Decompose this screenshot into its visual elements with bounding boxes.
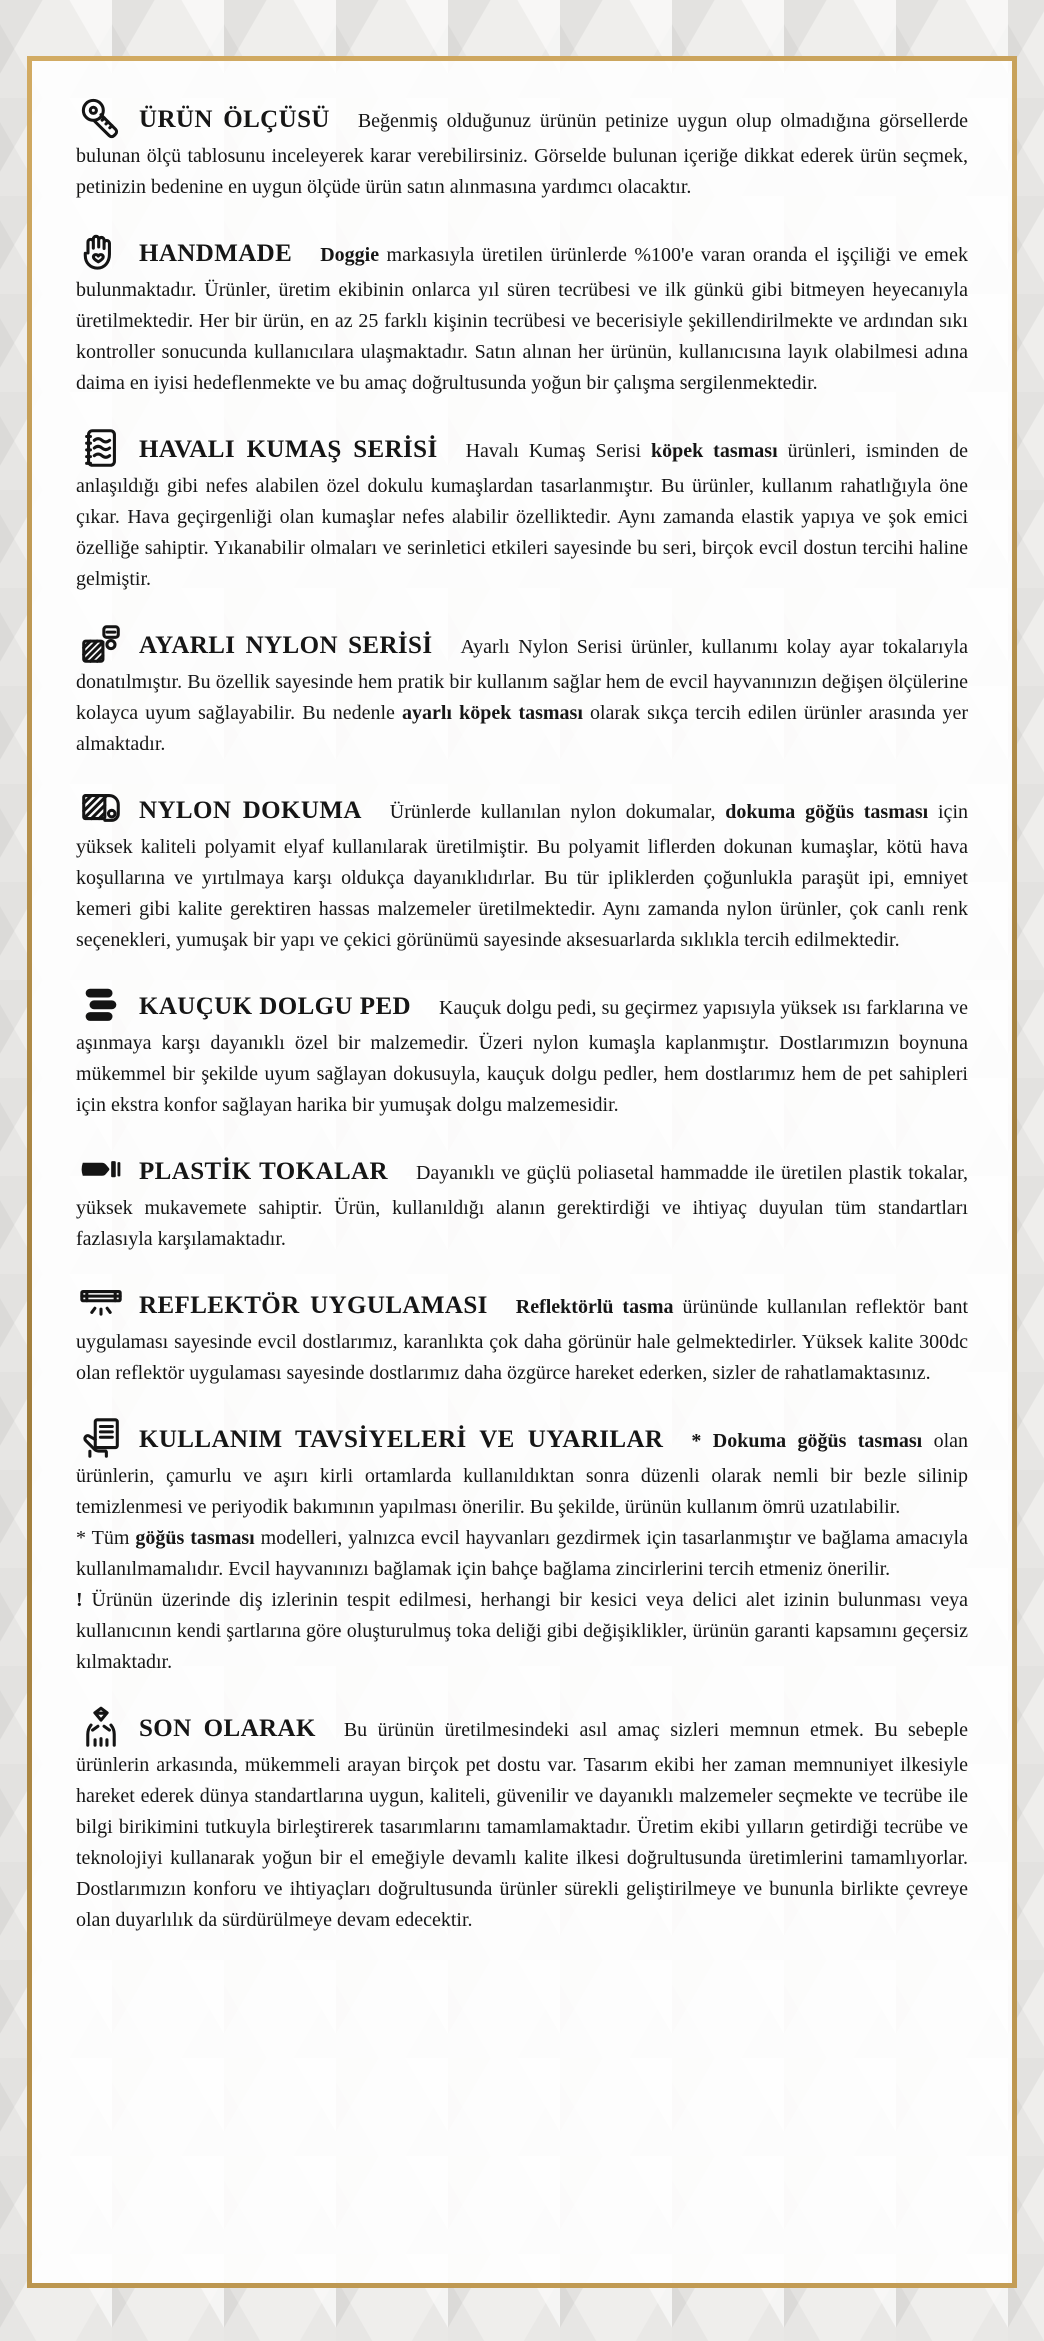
description-section (76, 95, 968, 203)
section-title: NYLON DOKUMA (139, 797, 362, 824)
rubber-pad-layers-icon (76, 982, 126, 1028)
section-title: REFLEKTÖR UYGULAMASI (139, 1292, 488, 1319)
description-section (76, 425, 968, 595)
reflector-band-icon (76, 1281, 126, 1327)
section-title: AYARLI NYLON SERİSİ (139, 632, 433, 659)
description-section (76, 982, 968, 1121)
description-section (76, 786, 968, 956)
content-card (27, 56, 1017, 2288)
section-title: HANDMADE (139, 240, 293, 267)
section-title: KAUÇUK DOLGU PED (139, 993, 411, 1020)
section-body-text: Dayanıklı ve güçlü poliasetal hammadde ile üretilen plastik tokalar, yüksek mukavemete sahiptir. Ürün, kullanıldığı alanın gerektirdiği ve ihtiyaç duyulan tüm standartları fazlasıyla karşılamaktadır. (76, 1162, 968, 1250)
description-section (76, 621, 968, 760)
breathable-fabric-icon (76, 425, 126, 471)
section-body-text: Kauçuk dolgu pedi, su geçirmez yapısıyla yüksek ısı farklarına ve aşınmaya karşı dayanıklı özel bir malzemedir. Üzeri nylon kumaşla kaplanmıştır. Dostlarımızın boynuna mükemmel bir şekilde uyum sağlayan dokusuyla, kauçuk dolgu pedler, hem dostlarımız hem de pet sahipleri için ekstra konfor sağlayan harika bir yumuşak dolgu malzemesidir. (76, 997, 968, 1116)
section-title: ÜRÜN ÖLÇÜSÜ (139, 106, 330, 133)
tape-measure-icon (76, 95, 126, 141)
section-title: SON OLARAK (139, 1715, 316, 1742)
section-body-text: Ayarlı Nylon Serisi ürünler, kullanımı kolay ayar tokalarıyla donatılmıştır. Bu özellik sayesinde hem pratik bir kullanım sağlar hem de evcil hayvanınızın değişen ölçülerine kolayca uyum sağlayabilir. Bu nedenle ayarlı köpek tasması olarak sıkça tercih edilen ürünler arasında yer almaktadır. (76, 636, 968, 755)
section-title: HAVALI KUMAŞ SERİSİ (139, 436, 438, 463)
section-body-text: Bu ürünün üretilmesindeki asıl amaç sizleri memnun etmek. Bu sebeple ürünlerin arkasında, mükemmeli arayan birçok pet dostu var. Tasarım ekibi her zaman memnuniyet ilkesiyle hareket ederek dünya standartlarına uygun, kaliteli, güvenilir ve dayanıklı malzemeler seçmekte ve tecrübe ile bilgi birikimini tutkuyla birleştirerek tasarımlarını tamamlamaktadır. Üretim ekibi yılların getirdiği tecrübe ve teknolojiyi kullanarak yoğun bir el emeğiyle devamlı kalite ilkesi doğrultusunda üretimlerini tamamlıyorlar. Dostlarımızın konforu ve ihtiyaçları doğrultusunda ürünler sürekli geliştirilmeye ve bununla birlikte çevreye olan duyarlılık da sürdürülmeye devam edecektir. (76, 1719, 968, 1931)
description-section (76, 1147, 968, 1255)
hands-gem-icon (76, 1704, 126, 1750)
hand-heart-icon (76, 229, 126, 275)
section-title: KULLANIM TAVSİYELERİ VE UYARILAR (139, 1426, 664, 1453)
section-body-text: Ürünlerde kullanılan nylon dokumalar, dokuma göğüs tasması için yüksek kaliteli polyamit elyaf kullanılarak üretilmiştir. Bu polyamit liflerden dokunan kumaşlar, kötü hava koşullarına ve yırtılmaya karşı oldukça dayanıklıdırlar. Bu tür ipliklerden çoğunlukla paraşüt ipi, emniyet kemeri gibi kalite gerektiren hassas malzemeler üretilmektedir. Aynı zamanda nylon ürünler, çok canlı renk seçenekleri, yumuşak bir yapı ve çekici görünümü sayesinde aksesuarlarda sıklıkla tercih edilmektedir. (76, 801, 968, 951)
description-section (76, 1281, 968, 1389)
plastic-buckle-icon (76, 1147, 126, 1193)
section-title: PLASTİK TOKALAR (139, 1158, 388, 1185)
description-section (76, 229, 968, 399)
section-body-text: Beğenmiş olduğunuz ürünün petinize uygun olup olmadığına görsellerde bulunan ölçü tablosunu inceleyerek karar verebilirsiniz. Görselde bulunan içeriğe dikkat ederek ürün seçmek, petinizin bedenine en uygun ölçüde ürün satın alınmasına yardımcı olacaktır. (76, 110, 968, 198)
section-body-text: * Dokuma göğüs tasması olan ürünlerin, çamurlu ve aşırı kirli ortamlarda kullanıldıktan sonra düzenli olarak nemli bir bezle silinip temizlenmesi ve periyodik bakımının yapılması önerilir. Bu şekilde, ürünün kullanım ömrü uzatılabilir. * Tüm göğüs tasması modelleri, yalnızca evcil hayvanları gezdirmek için tasarlanmıştır ve bağlama amacıyla kullanılmamalıdır. Evcil hayvanınızı bağlamak için bahçe bağlama zincirlerini tercih etmeniz önerilir. ! Ürünün üzerinde diş izlerinin tespit edilmesi, herhangi bir kesici veya delici alet izinin bulunması veya kullanıcının kendi şartlarına göre oluşturulmuş toka deliği gibi değişiklikler, ürünün garanti kapsamını geçersiz kılmaktadır. (76, 1430, 969, 1673)
care-instructions-icon (76, 1415, 126, 1461)
description-section (76, 1415, 968, 1678)
section-body-text: Doggie markasıyla üretilen ürünlerde %100'e varan oranda el işçiliği ve emek bulunmaktadır. Ürünler, üretim ekibinin onlarca yıl süren tecrübesi ve ilk günkü gibi bitmeyen heyecanıyla üretilmektedir. Her bir ürün, en az 25 farklı kişinin tecrübesi ve becerisiyle şekillendirilmekte ve ardından sıkı kontroller sonucunda kullanıcılara ulaşmaktadır. Satın alınan her ürünün, kullanıcısına layık olabilmesi adına daima en iyisi hedeflenmekte ve bu amaç doğrultusunda yoğun bir çalışma sergilenmektedir. (76, 244, 968, 394)
section-body-text: Havalı Kumaş Serisi köpek tasması ürünleri, isminden de anlaşıldığı gibi nefes alabilen özel dokulu kumaşlardan tasarlanmıştır. Bu ürünler, kullanım rahatlığıyla öne çıkar. Hava geçirgenliği olan kumaşlar nefes alabilir özelliktedir. Aynı zamanda elastik yapıya ve şok emici özelliğe sahiptir. Yıkanabilir olmaları ve serinletici etkileri sayesinde bu seri, birçok evcil dostun tercihi haline gelmiştir. (76, 440, 968, 590)
section-body-text: Reflektörlü tasma ürününde kullanılan reflektör bant uygulaması sayesinde evcil dostlarımız, karanlıkta çok daha görünür hale gelmektedirler. Yüksek kalite 300dc olan reflektör uygulaması sayesinde dostlarımız daha özgürce hareket ederken, sizler de rahatlamaktasınız. (76, 1296, 969, 1384)
description-section (76, 1704, 968, 1936)
nylon-weave-roll-icon (76, 786, 126, 832)
adjustable-buckle-fabric-icon (76, 621, 126, 667)
